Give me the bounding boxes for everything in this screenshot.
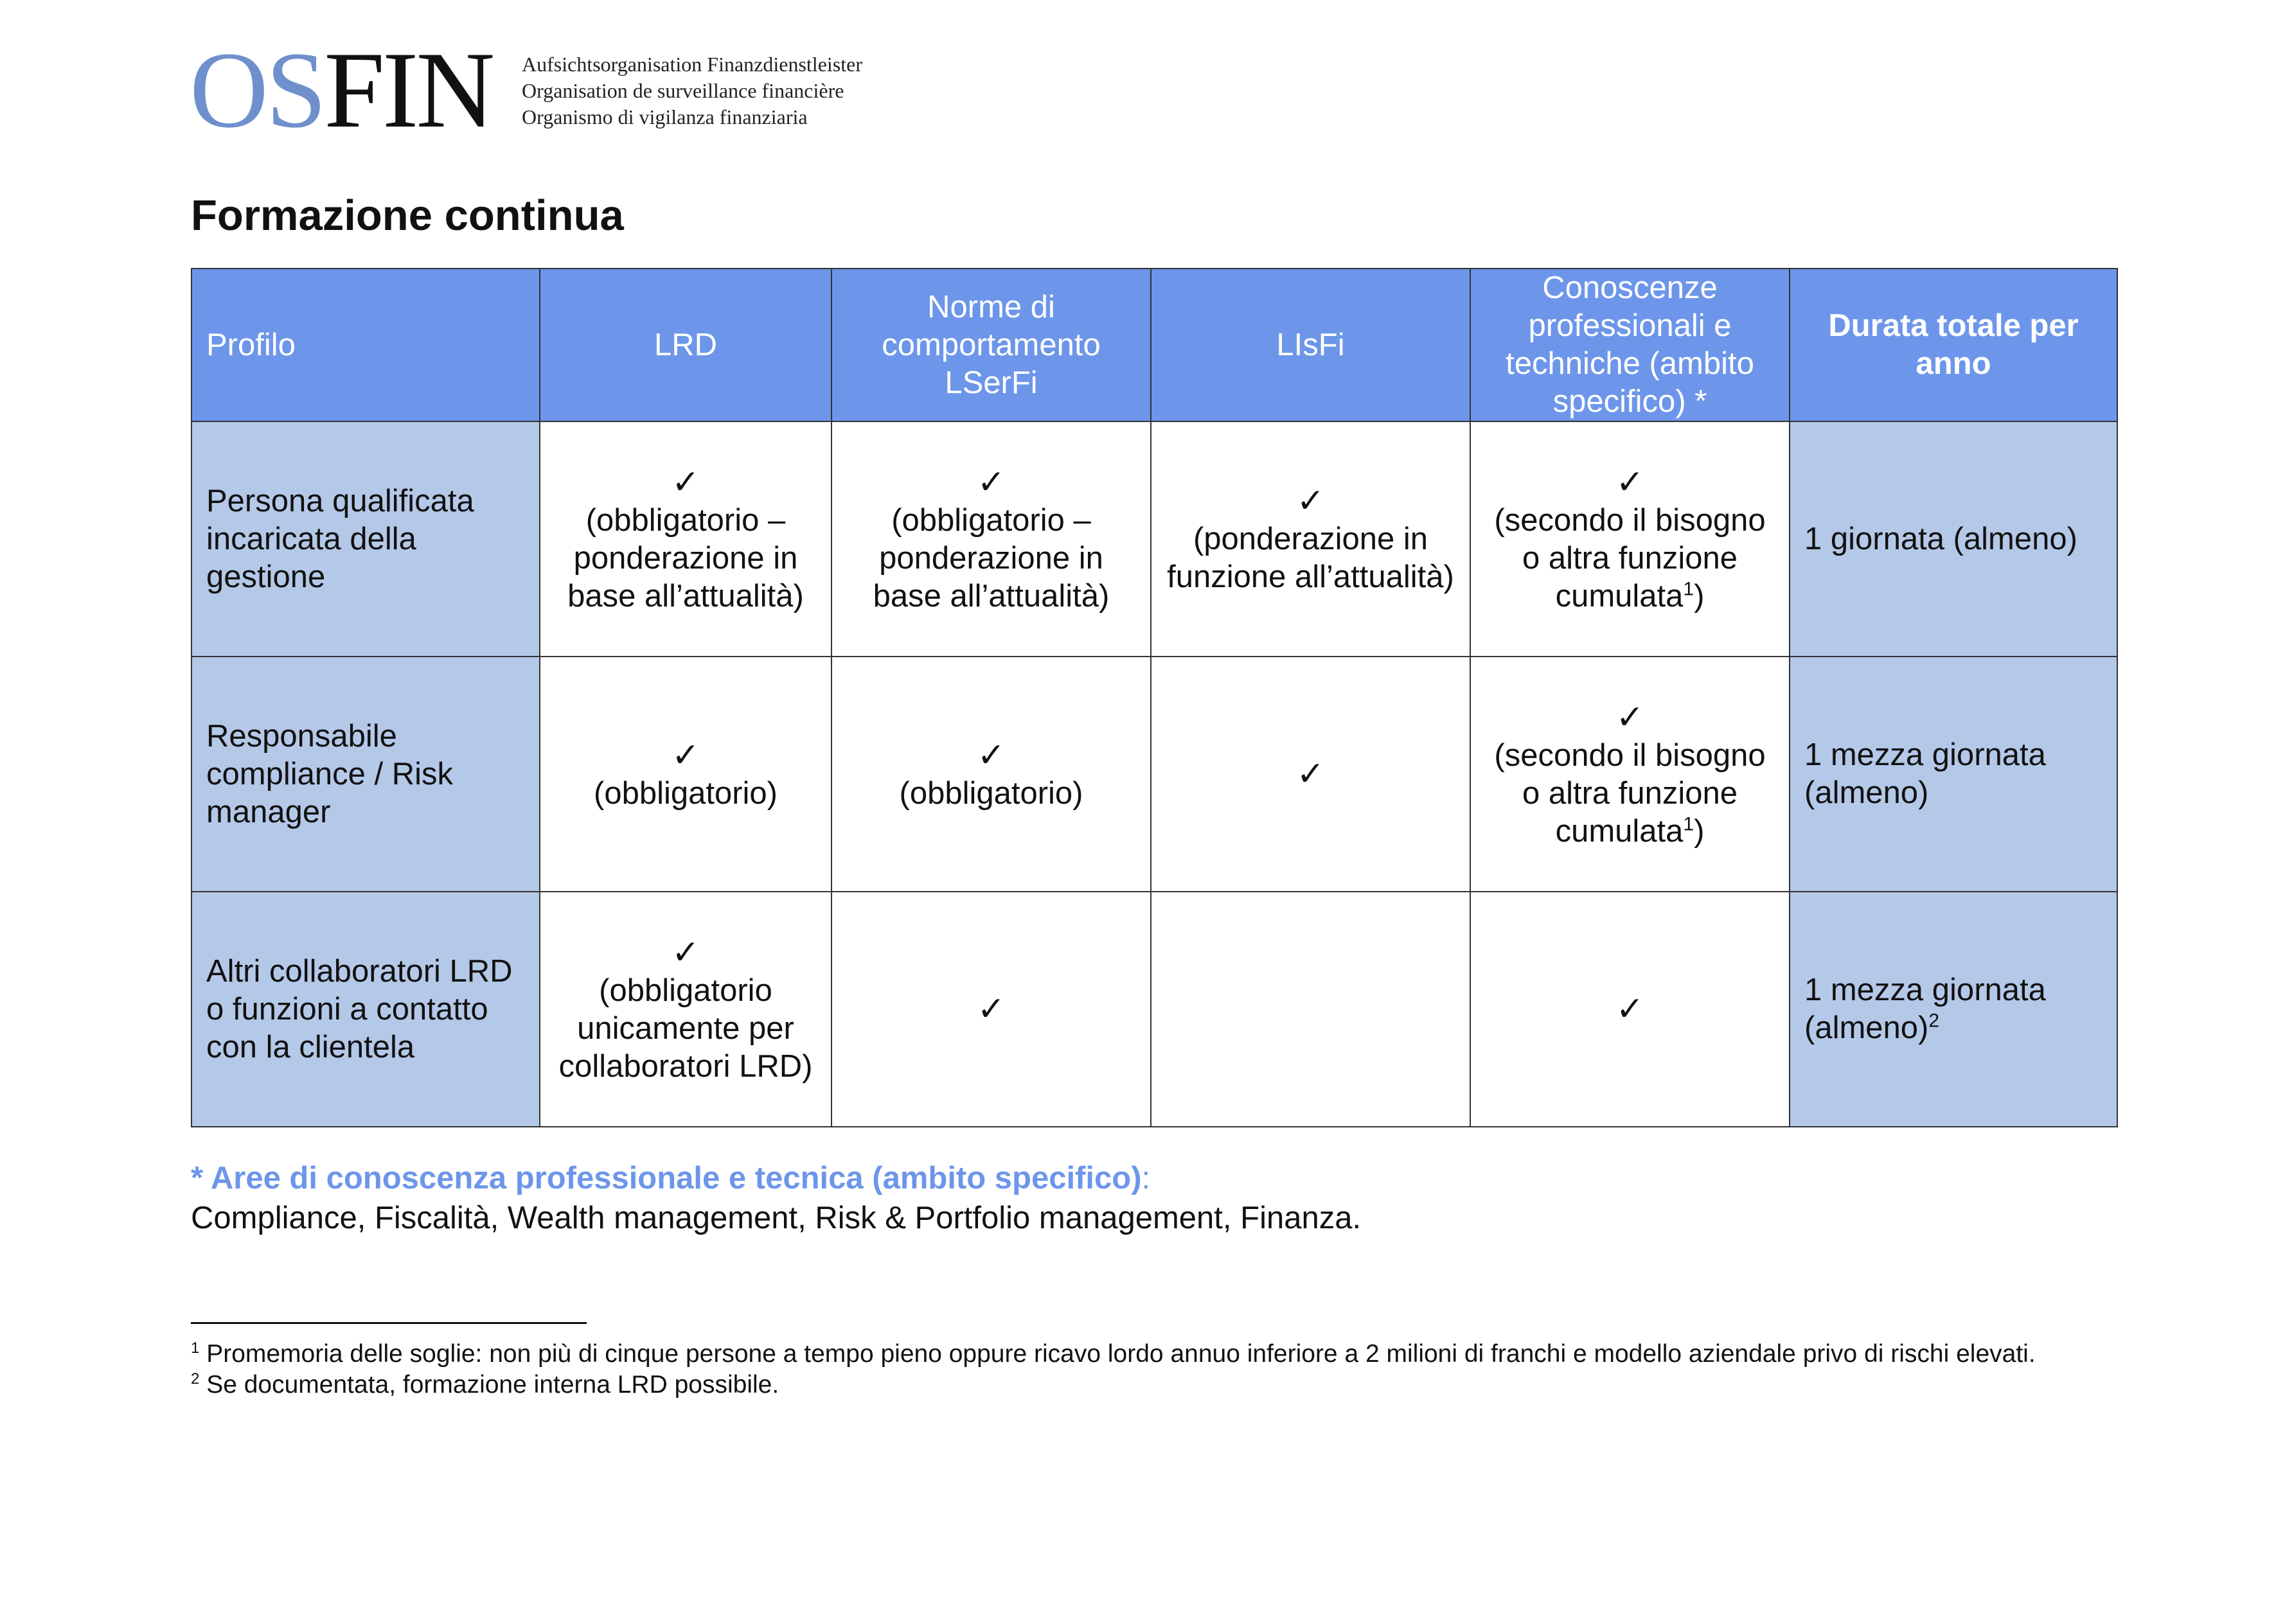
table-row xyxy=(191,657,2117,892)
tagline-fr: Organisation de surveillance financière xyxy=(522,79,844,102)
row-total: 1 mezza giornata (almeno) xyxy=(1790,657,2117,892)
footnote-2 xyxy=(191,1370,2093,1400)
footnote-ref: 2 xyxy=(1928,1010,1940,1032)
cell-text-close: ) xyxy=(1694,813,1705,849)
table-row xyxy=(191,421,2117,657)
cell-text: (secondo il bisogno o altra funzione cumulata xyxy=(1494,502,1766,613)
footnote-ref: 1 xyxy=(1683,578,1694,600)
checkmark-icon: ✓ xyxy=(671,933,700,972)
header-lrd: LRD xyxy=(540,269,831,421)
footnote-divider xyxy=(191,1322,587,1324)
training-table xyxy=(191,268,2118,1127)
cell-specific xyxy=(1470,657,1790,892)
row-total: 1 giornata (almeno) xyxy=(1790,421,2117,657)
cell-lrd xyxy=(540,421,831,657)
table-row xyxy=(191,892,2117,1127)
footnotes xyxy=(191,1339,2093,1400)
header-profile: Profilo xyxy=(191,269,540,421)
cell-lisfi xyxy=(1151,657,1470,892)
footnote-text: Se documentata, formazione interna LRD possibile. xyxy=(199,1371,779,1399)
row-profile: Responsabile compliance / Risk manager xyxy=(191,657,540,892)
checkmark-icon: ✓ xyxy=(1296,755,1325,793)
checkmark-icon: ✓ xyxy=(977,990,1006,1028)
note-heading: * Aree di conoscenza professionale e tecnica (ambito specifico) xyxy=(191,1161,1142,1196)
checkmark-icon: ✓ xyxy=(1615,990,1644,1028)
cell-lisfi-empty xyxy=(1151,892,1470,1127)
specific-areas-note xyxy=(191,1158,1361,1238)
table-header-row xyxy=(191,269,2117,421)
page-title: Formazione continua xyxy=(191,191,624,240)
cell-lserfi xyxy=(831,892,1151,1127)
checkmark-icon: ✓ xyxy=(1296,482,1325,520)
cell-lrd xyxy=(540,657,831,892)
cell-text: (obbligatorio – ponderazione in base all’attualità) xyxy=(873,502,1110,613)
checkmark-icon: ✓ xyxy=(1615,698,1644,737)
cell-lserfi xyxy=(831,421,1151,657)
header-lisfi: LIsFi xyxy=(1151,269,1470,421)
note-text: Compliance, Fiscalità, Wealth management, Risk & Portfolio management, Finanza. xyxy=(191,1201,1362,1235)
note-colon: : xyxy=(1141,1161,1151,1196)
cell-lserfi xyxy=(831,657,1151,892)
logo-tagline xyxy=(522,51,862,130)
cell-lrd xyxy=(540,892,831,1127)
cell-text: (obbligatorio unicamente per collaboratori LRD) xyxy=(558,973,813,1084)
checkmark-icon: ✓ xyxy=(671,463,700,502)
footnote-ref: 1 xyxy=(1683,813,1694,835)
osfin-logo xyxy=(190,30,493,150)
footnote-mark: 2 xyxy=(191,1370,200,1388)
row-total-text: 1 mezza giornata (almeno) xyxy=(1804,973,2046,1045)
header-lserfi: Norme di comportamento LSerFi xyxy=(831,269,1151,421)
cell-text: (secondo il bisogno o altra funzione cumulata xyxy=(1494,737,1766,849)
cell-lisfi xyxy=(1151,421,1470,657)
cell-specific xyxy=(1470,421,1790,657)
cell-text: (obbligatorio) xyxy=(899,775,1083,811)
cell-text: (obbligatorio) xyxy=(594,775,778,811)
checkmark-icon: ✓ xyxy=(977,736,1006,775)
cell-specific xyxy=(1470,892,1790,1127)
logo-fin: FIN xyxy=(324,30,493,150)
tagline-it: Organismo di vigilanza finanziaria xyxy=(522,105,808,128)
header-total: Durata totale per anno xyxy=(1790,269,2117,421)
cell-text-close: ) xyxy=(1694,578,1705,613)
cell-text: (obbligatorio – ponderazione in base all’attualità) xyxy=(567,502,804,613)
footnote-1 xyxy=(191,1339,2093,1370)
checkmark-icon: ✓ xyxy=(1615,463,1644,502)
logo-wordmark xyxy=(190,30,493,150)
tagline-de: Aufsichtsorganisation Finanzdienstleister xyxy=(522,53,862,76)
footnote-mark: 1 xyxy=(191,1339,200,1357)
logo-os: OS xyxy=(190,30,325,150)
header-specific: Conoscenze professionali e techniche (ambito specifico) * xyxy=(1470,269,1790,421)
footnote-text: Promemoria delle soglie: non più di cinque persone a tempo pieno oppure ricavo lordo annuo inferiore a 2 milioni di franchi e modello aziendale privo di rischi elevati. xyxy=(199,1340,2036,1368)
checkmark-icon: ✓ xyxy=(671,736,700,775)
row-profile: Altri collaboratori LRD o funzioni a contatto con la clientela xyxy=(191,892,540,1127)
cell-text: (ponderazione in funzione all’attualità) xyxy=(1167,522,1454,594)
checkmark-icon: ✓ xyxy=(977,463,1006,502)
row-profile: Persona qualificata incaricata della gestione xyxy=(191,421,540,657)
row-total xyxy=(1790,892,2117,1127)
